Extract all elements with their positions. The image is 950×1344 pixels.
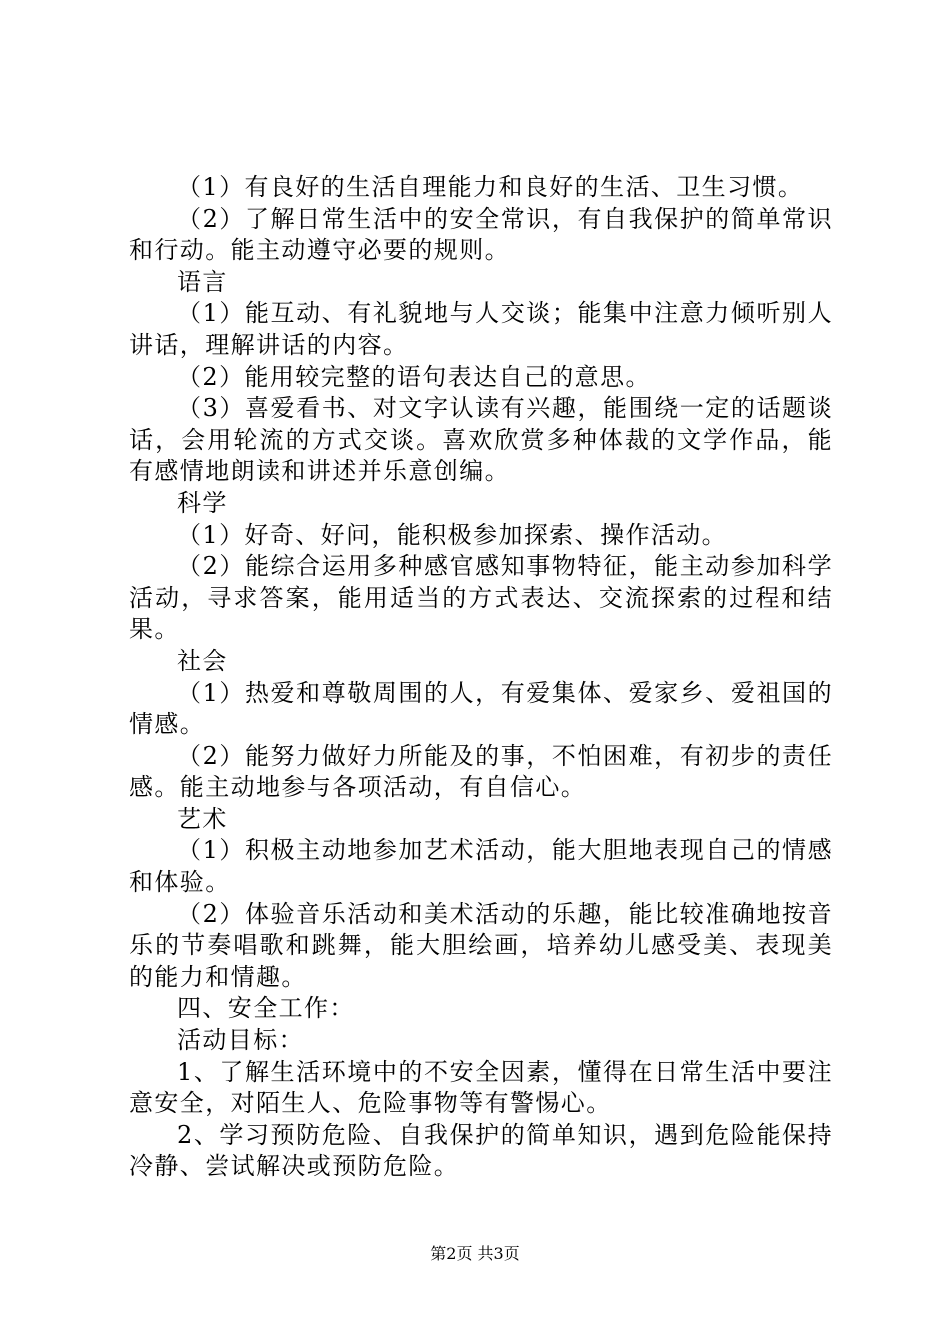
paragraph: （1）有良好的生活自理能力和良好的生活、卫生习惯。: [177, 173, 804, 201]
document-body: [129, 172, 833, 1183]
paragraph: 2、学习预防危险、自我保护的简单知识，遇到危险能保持冷静、尝试解决或预防危险。: [129, 1120, 833, 1181]
paragraph: （1）好奇、好问，能积极参加探索、操作活动。: [177, 520, 728, 549]
subheading-objectives: 活动目标：: [177, 1026, 304, 1055]
paragraph: （2）体验音乐活动和美术活动的乐趣，能比较准确地按音乐的节奏唱歌和跳舞，能大胆绘画，培养幼儿感受美、表现美的能力和情趣。: [129, 899, 833, 991]
paragraph: （1）积极主动地参加艺术活动，能大胆地表现自己的情感和体验。: [129, 836, 833, 897]
section-heading-art: 艺术: [177, 804, 228, 833]
section-heading-language: 语言: [177, 267, 228, 296]
paragraph: （1）热爱和尊敬周围的人，有爱集体、爱家乡、爱祖国的情感。: [129, 678, 833, 739]
paragraph: （2）能努力做好力所能及的事，不怕困难，有初步的责任感。能主动地参与各项活动，有自信心。: [129, 741, 833, 802]
paragraph: （2）能用较完整的语句表达自己的意思。: [177, 362, 651, 391]
section-heading-safety: 四、安全工作：: [177, 994, 355, 1023]
section-heading-society: 社会: [177, 646, 228, 675]
paragraph: 1、了解生活环境中的不安全因素，懂得在日常生活中要注意安全，对陌生人、危险事物等有警惕心。: [129, 1057, 833, 1118]
page-footer: [0, 1244, 950, 1264]
paragraph: （1）能互动、有礼貌地与人交谈；能集中注意力倾听别人讲话，理解讲话的内容。: [129, 299, 833, 359]
paragraph: （2）能综合运用多种感官感知事物特征，能主动参加科学活动，寻求答案，能用适当的方式表达、交流探索的过程和结果。: [129, 552, 833, 644]
paragraph: （3）喜爱看书、对文字认读有兴趣，能围绕一定的话题谈话，会用轮流的方式交谈。喜欢欣赏多种体裁的文学作品，能有感情地朗读和讲述并乐意创编。: [129, 394, 833, 486]
paragraph: （2）了解日常生活中的安全常识，有自我保护的简单常识和行动。能主动遵守必要的规则。: [129, 204, 833, 265]
page-number: 第2页 共3页: [430, 1244, 520, 1263]
section-heading-science: 科学: [177, 488, 228, 517]
